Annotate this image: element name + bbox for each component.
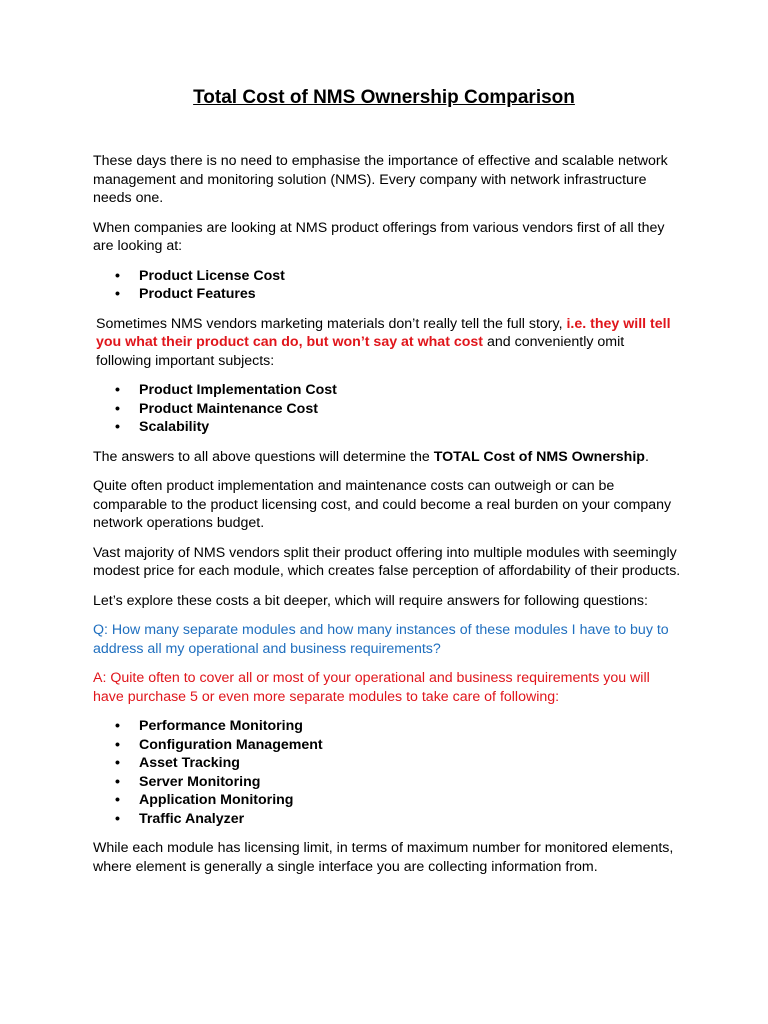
answers-bold: TOTAL Cost of NMS Ownership bbox=[433, 448, 645, 465]
bullet-icon: • bbox=[115, 792, 120, 808]
list-item bbox=[93, 400, 683, 419]
list-item-label: Traffic Analyzer bbox=[139, 810, 245, 827]
bullet-icon: • bbox=[115, 286, 120, 302]
answer-paragraph: A: Quite often to cover all or most of your operational and business requirements you will have purchase 5 or even more separate modules to take care of following: bbox=[93, 670, 650, 705]
bullet-icon: • bbox=[115, 736, 120, 753]
looking-at-paragraph: When companies are looking at NMS product offerings from various vendors first of all they are looking at: bbox=[93, 219, 665, 254]
marketing-paragraph bbox=[93, 315, 683, 371]
explore-paragraph: Let’s explore these costs a bit deeper, which will require answers for following questions: bbox=[93, 592, 648, 609]
answers-paragraph bbox=[93, 448, 683, 467]
intro-paragraph: These days there is no need to emphasise the importance of effective and scalable network management and monitoring solution (NMS). Every company with network infrastructure needs one. bbox=[93, 153, 668, 206]
list-item bbox=[93, 381, 683, 400]
bullet-icon: • bbox=[115, 267, 120, 284]
list-item-label: Scalability bbox=[139, 419, 210, 435]
document-body bbox=[93, 152, 683, 887]
modules-paragraph: Vast majority of NMS vendors split their product offering into multiple modules with seemingly modest price for each module, which creates false perception of affordability of their products. bbox=[93, 544, 681, 579]
bullet-icon: • bbox=[115, 810, 120, 827]
list-item bbox=[93, 791, 683, 810]
page-title: Total Cost of NMS Ownership Comparison bbox=[193, 87, 575, 108]
bullet-icon: • bbox=[115, 718, 120, 734]
list-modules bbox=[93, 717, 683, 828]
licensing-paragraph: While each module has licensing limit, in terms of maximum number for monitored elements, where element is generally a single interface you are collecting information from. bbox=[93, 840, 674, 875]
list-item-label: Product Features bbox=[139, 286, 256, 302]
list-item bbox=[93, 810, 683, 829]
implementation-paragraph: Quite often product implementation and maintenance costs can outweigh or can be comparable to the product licensing cost, and could become a real burden on your company network operations budget. bbox=[93, 478, 672, 531]
list-item-label: Product Implementation Cost bbox=[139, 382, 337, 398]
bullet-icon: • bbox=[115, 755, 120, 771]
answers-text-before: The answers to all above questions will determine the bbox=[93, 448, 434, 465]
list-item bbox=[93, 773, 683, 792]
list-item bbox=[93, 754, 683, 773]
list-item-label: Server Monitoring bbox=[139, 773, 261, 790]
list-item bbox=[93, 285, 683, 304]
bullet-icon: • bbox=[115, 382, 120, 398]
bullet-icon: • bbox=[115, 419, 120, 435]
list-item-label: Configuration Management bbox=[139, 736, 323, 753]
list-item-label: Product Maintenance Cost bbox=[139, 400, 318, 417]
bullet-icon: • bbox=[115, 400, 120, 417]
marketing-highlight: i.e. they will tell you what their product can do, but won’t say at what cost bbox=[96, 315, 671, 350]
list-item bbox=[93, 418, 683, 437]
marketing-text-after: and conveniently omit following important subjects: bbox=[96, 334, 625, 369]
list-item-label: Product License Cost bbox=[139, 267, 285, 284]
list-item bbox=[93, 717, 683, 736]
list-item-label: Application Monitoring bbox=[139, 792, 294, 808]
list-item bbox=[93, 267, 683, 286]
list-item-label: Asset Tracking bbox=[139, 755, 240, 771]
list-item bbox=[93, 736, 683, 755]
question-paragraph: Q: How many separate modules and how many instances of these modules I have to buy to address all my operational and business requirements? bbox=[93, 622, 669, 657]
list-initial-criteria bbox=[93, 267, 683, 304]
answers-text-after: . bbox=[644, 448, 649, 465]
bullet-icon: • bbox=[115, 773, 120, 790]
list-omitted-subjects bbox=[93, 381, 683, 437]
list-item-label: Performance Monitoring bbox=[139, 718, 303, 734]
marketing-text-before: Sometimes NMS vendors marketing materials don’t really tell the full story, bbox=[96, 315, 567, 332]
